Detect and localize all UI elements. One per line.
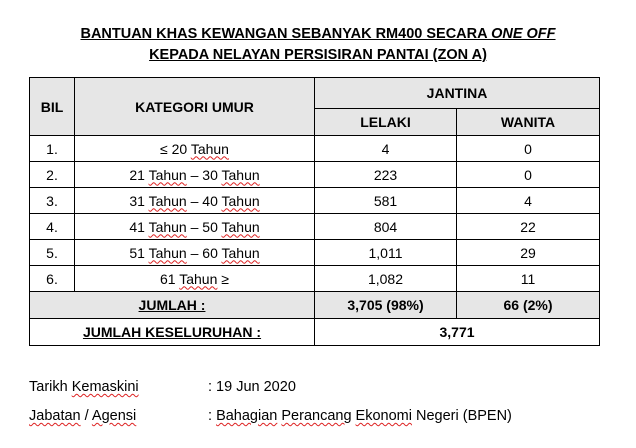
row-lelaki: 804 (315, 214, 457, 240)
table-row (30, 162, 600, 188)
table-row (30, 214, 600, 240)
updated-label: Tarikh Kemaskini (29, 379, 139, 395)
row-bil: 4. (30, 214, 75, 240)
table-row (30, 136, 600, 162)
row-wanita: 0 (457, 162, 600, 188)
age-gender-table (29, 77, 600, 346)
jumlah-keseluruhan-value: 3,771 (315, 319, 600, 346)
row-kategori-umur: 41 Tahun – 50 Tahun (75, 214, 315, 240)
table-row (30, 240, 600, 266)
jumlah-row (30, 292, 600, 319)
row-lelaki: 4 (315, 136, 457, 162)
row-bil: 2. (30, 162, 75, 188)
table-row (30, 266, 600, 292)
row-lelaki: 1,011 (315, 240, 457, 266)
header-lelaki: LELAKI (315, 109, 457, 136)
row-wanita: 29 (457, 240, 600, 266)
table-row (30, 188, 600, 214)
table-header-row (30, 78, 600, 109)
row-kategori-umur: 31 Tahun – 40 Tahun (75, 188, 315, 214)
row-bil: 5. (30, 240, 75, 266)
row-wanita: 4 (457, 188, 600, 214)
header-wanita: WANITA (457, 109, 600, 136)
row-lelaki: 1,082 (315, 266, 457, 292)
agency-label: Jabatan / Agensi (29, 408, 137, 424)
row-kategori-umur: ≤ 20 Tahun (75, 136, 315, 162)
row-kategori-umur: 51 Tahun – 60 Tahun (75, 240, 315, 266)
jumlah-label: JUMLAH : (30, 292, 315, 319)
jumlah-wanita: 66 (2%) (457, 292, 600, 319)
row-bil: 6. (30, 266, 75, 292)
jumlah-keseluruhan-label: JUMLAH KESELURUHAN : (30, 319, 315, 346)
jumlah-keseluruhan-row (30, 319, 600, 346)
row-wanita: 11 (457, 266, 600, 292)
title-emphasis: ONE OFF (491, 26, 556, 42)
title-text: BANTUAN KHAS KEWANGAN SEBANYAK RM400 SECARA (80, 26, 492, 42)
header-bil: BIL (30, 78, 75, 136)
jumlah-lelaki: 3,705 (98%) (315, 292, 457, 319)
agency-value: : Bahagian Perancang Ekonomi Negeri (BPEN) (208, 408, 512, 424)
row-lelaki: 581 (315, 188, 457, 214)
row-kategori-umur: 61 Tahun ≥ (75, 266, 315, 292)
row-kategori-umur: 21 Tahun – 30 Tahun (75, 162, 315, 188)
updated-value: : 19 Jun 2020 (208, 379, 296, 395)
row-bil: 3. (30, 188, 75, 214)
header-jantina: JANTINA (315, 78, 600, 109)
row-bil: 1. (30, 136, 75, 162)
row-wanita: 0 (457, 136, 600, 162)
row-lelaki: 223 (315, 162, 457, 188)
row-wanita: 22 (457, 214, 600, 240)
document-title-line-2: KEPADA NELAYAN PERSISIRAN PANTAI (ZON A) (149, 47, 487, 63)
header-kategori-umur: KATEGORI UMUR (75, 78, 315, 136)
document-title-line-1 (0, 24, 636, 44)
